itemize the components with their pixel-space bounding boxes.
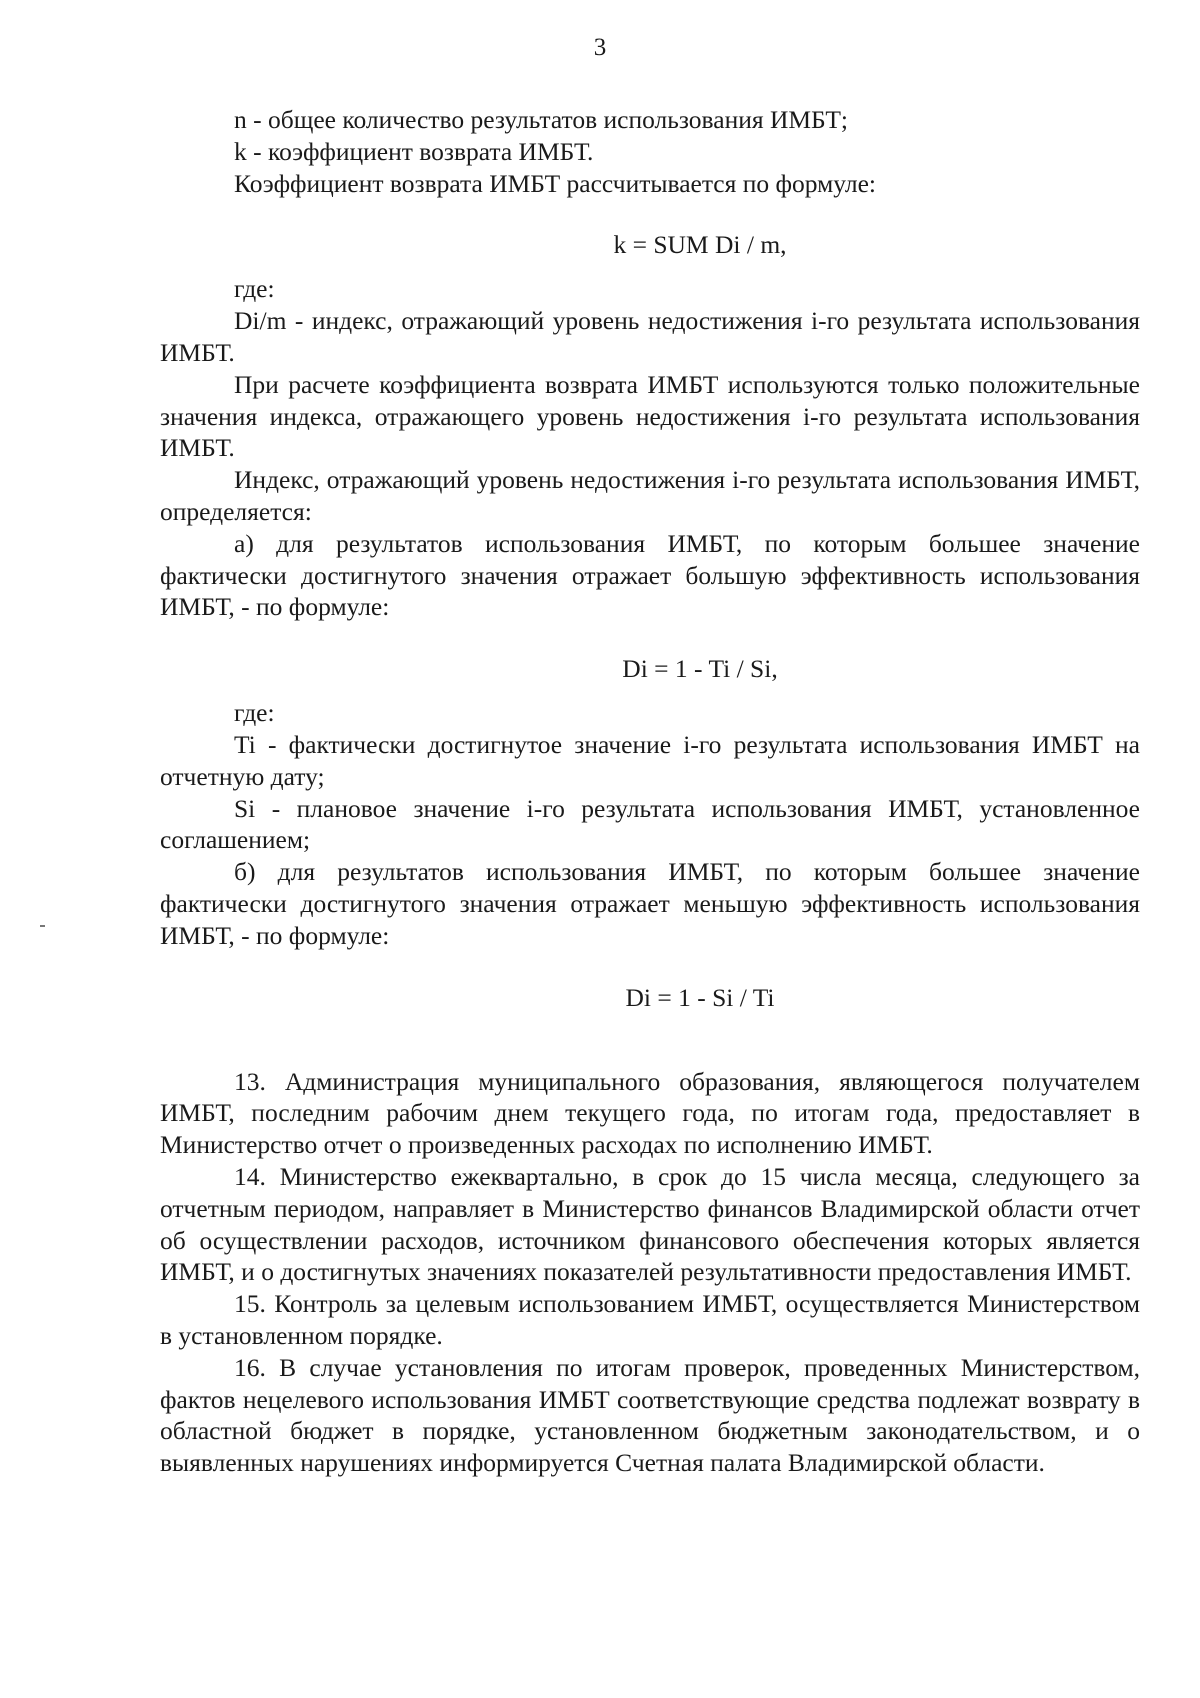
- paragraph-k-formula-intro: Коэффициент возврата ИМБТ рассчитывается по формуле:: [234, 168, 877, 198]
- formula-k: k = SUM Di / m,: [613, 230, 787, 260]
- document-body: [160, 104, 1140, 1479]
- paragraph-index-determined: Индекс, отражающий уровень недостижения i-го результата использования ИМБТ, определяется:: [160, 465, 1140, 526]
- paragraph-16: 16. В случае установления по итогам проверок, проведенных Министерством, фактов нецелевого использования ИМБТ соответствующие средства подлежат возврату в областной бюджет в порядке, установленном бюджетным законодательством, и о выявленных нарушениях информируется Счетная палата Владимирской области.: [160, 1352, 1140, 1478]
- paragraph-14: 14. Министерство ежеквартально, в срок до 15 числа месяца, следующего за отчетным периодом, направляет в Министерство финансов Владимирской области отчет об осуществлении расходов, источником финансового обеспечения которых является ИМБТ, и о достигнутых значениях показателей результативности предоставления ИМБТ.: [160, 1161, 1140, 1287]
- paragraph-dim-definition: Di/m - индекс, отражающий уровень недостижения i-го результата использования ИМБТ.: [160, 306, 1140, 367]
- paragraph-15: 15. Контроль за целевым использованием ИМБТ, осуществляется Министерством в установленном порядке.: [160, 1289, 1140, 1350]
- paragraph-si-definition: Si - плановое значение i-го результата использования ИМБТ, установленное соглашением;: [160, 793, 1140, 855]
- paragraph-n-definition: n - общее количество результатов использования ИМБТ;: [234, 105, 849, 134]
- paragraph-k-definition: k - коэффициент возврата ИМБТ.: [234, 136, 594, 166]
- formula-di-a: Di = 1 - Ti / Si,: [622, 654, 778, 684]
- formula-di-b: Di = 1 - Si / Ti: [625, 982, 775, 1012]
- scan-mark: [40, 925, 45, 927]
- page-number: 3: [593, 34, 607, 61]
- paragraph-case-b: б) для результатов использования ИМБТ, по которым большее значение фактически достигнутого значения отражает меньшую эффективность использования ИМБТ, - по формуле:: [160, 857, 1140, 950]
- paragraph-13: 13. Администрация муниципального образования, являющегося получателем ИМБТ, последним рабочим днем текущего года, по итогам года, предоставляет в Министерство отчет о произведенных расходах по исполнению ИМБТ.: [160, 1066, 1140, 1160]
- where-label-2: где:: [234, 698, 275, 728]
- paragraph-case-a: а) для результатов использования ИМБТ, по которым большее значение фактически достигнутого значения отражает большую эффективность использования ИМБТ, - по формуле:: [160, 528, 1140, 622]
- where-label-1: где:: [234, 274, 275, 304]
- paragraph-positive-values: При расчете коэффициента возврата ИМБТ используются только положительные значения индекса, отражающего уровень недостижения i-го результата использования ИМБТ.: [160, 369, 1140, 463]
- paragraph-ti-definition: Ti - фактически достигнутое значение i-го результата использования ИМБТ на отчетную дату;: [160, 729, 1140, 791]
